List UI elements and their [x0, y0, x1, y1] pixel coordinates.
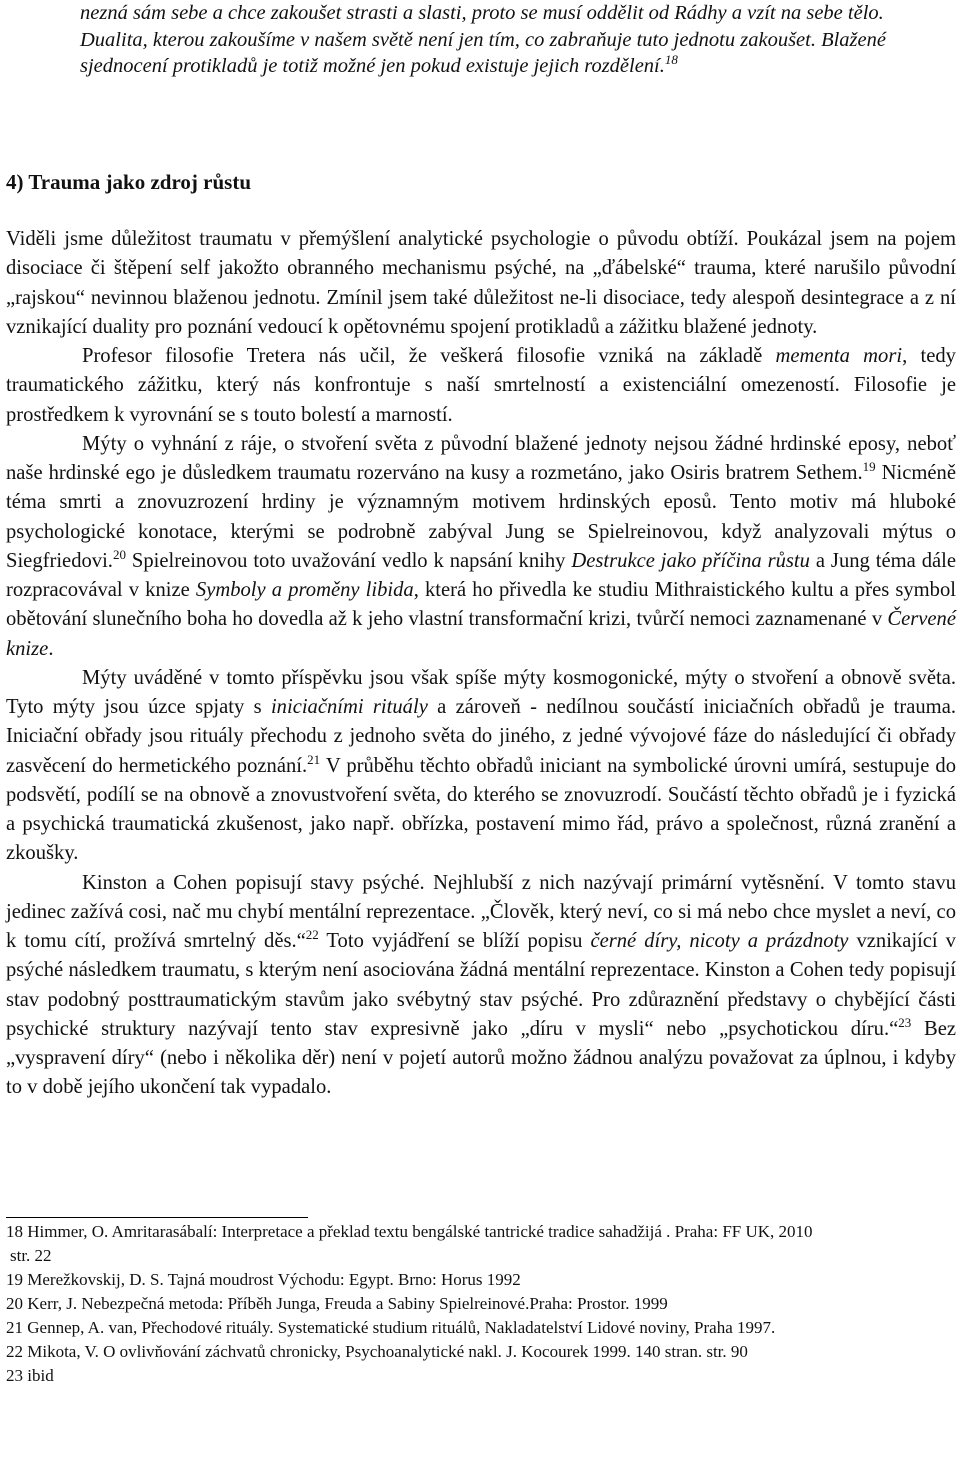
paragraph-text: Nicméně téma smrti a znovuzrození hrdiny je významným motivem hrdinských eposů. Tento motiv má hluboké psychologické konotace, kterými se podrobně zabýval Jung se Spielreinovou, když analyzovali mýtus o Siegfriedovi.: [6, 462, 956, 572]
italic-phrase: iniciačními rituály: [270, 696, 428, 718]
paragraph-text: , která ho přivedla ke studiu Mithraistického kultu a přes symbol obětování slunečního boha ho dovedla až k jeho vlastní transformační krizi, tvůrčí nemoci zaznamenané v: [6, 579, 956, 631]
section-heading: 4) Trauma jako zdroj růstu: [6, 170, 252, 194]
italic-title: Červené knize: [6, 608, 956, 660]
italic-phrase: černé díry, nicoty a prázdnoty: [590, 930, 849, 952]
paragraph-text: Viděli jsme důležitost traumatu v přemýšlení analytické psychologie o původu obtíží. Poukázal jsem na pojem disociace či štěpení self jakožto obranného mechanismu psýché, na „ďábelské“ trauma, které narušilo původní „rajskou“ nevinnou blaženou jednotu. Zmínil jsem také důležitost ne-li disociace, tedy alespoň desintegrace a z ní vznikající duality pro poznání vedoucí k opětovnému spojení protikladů a zážitku blažené jednoty.: [6, 228, 956, 338]
footnote-ref-23[interactable]: 23: [898, 1014, 912, 1030]
paragraph-text: V průběhu těchto obřadů iniciant na symbolické úrovni umírá, sestupuje do podsvětí, podílí se na obnově a znovustvoření světa, do kterého se znovuzrodí. Součástí těchto obřadů je i fyzická a psychická traumatická zkušenost, jako např. obřízka, postavení mimo řád, právo a společnost, různá zranění a zkoušky.: [6, 754, 957, 865]
paragraph-text: Kinston a Cohen popisují stavy psýché. Nejhlubší z nich nazývají primární vytěsnění. V tomto stavu jedinec zažívá cosi, nač mu chybí mentální reprezentace. „Člověk, který neví, co si má nebo chce myslet a neví, co k tomu cítí, prožívá smrtelný děs.“: [6, 871, 956, 952]
paragraph-5: [6, 869, 956, 1103]
paragraph-1: [6, 225, 956, 342]
footnote-separator: [6, 1217, 308, 1218]
paragraph-text: Profesor filosofie Tretera nás učil, že veškerá filosofie vzniká na základě: [82, 345, 776, 367]
footnote-18: 18 Himmer, O. Amritarasábalí: Interpretace a překlad textu bengálské tantrické tradice sahadžijá . Praha: FF UK, 2010: [6, 1222, 813, 1241]
footnote-20: 20 Kerr, J. Nebezpečná metoda: Příběh Junga, Freuda a Sabiny Spielreinové.Praha: Prostor. 1999: [6, 1294, 668, 1313]
paragraph-text: Mýty uváděné v tomto příspěvku jsou však spíše mýty kosmogonické, mýty o stvoření a obnově světa. Tyto mýty jsou úzce spjaty s: [6, 666, 956, 718]
paragraph-text: , tedy traumatického zážitku, který nás konfrontuje s naší smrtelností a existenciální omezeností. Filosofie je prostředkem k vyrovnání se s touto bolestí a marností.: [6, 345, 956, 426]
paragraph-2: [6, 342, 956, 430]
paragraph-text: Bez „vyspravení díry“ (nebo i několika děr) není v pojetí autorů možno žádnou analýzu považovat za úplnou, i kdyby to v době jejího ukončení tak vypadalo.: [6, 1017, 956, 1099]
italic-phrase: mementa mori: [775, 345, 903, 367]
paragraph-text: Mýty o vyhnání z ráje, o stvoření světa z původní blažené jednoty nejsou žádné hrdinské eposy, neboť naše hrdinské ego je důsledkem traumatu rozerváno na kusy a rozmetáno, jako Osiris bratrem Sethem.: [6, 432, 956, 484]
body-text: [6, 225, 956, 1103]
footnote-ref-22[interactable]: 22: [305, 927, 319, 942]
paragraph-text: Toto vyjádření se blíží popisu: [318, 930, 591, 952]
quote-text: nezná sám sebe a chce zakoušet strasti a slasti, proto se musí oddělit od Rádhy a vzít na sebe tělo. Dualita, kterou zakoušíme v našem světě není jen tím, co zabraňuje tuto jednotu zakoušet. Blažené sjednocení protikladů je totiž možné jen pokud existuje jejich rozdělení.: [80, 2, 886, 77]
footnote-ref-18[interactable]: 18: [664, 52, 678, 67]
paragraph-3: [6, 430, 956, 664]
paragraph-text: .: [48, 637, 54, 660]
footnote-ref-19[interactable]: 19: [862, 459, 876, 474]
paragraph-text: vznikající v psýché následkem traumatu, s kterým není asociována žádná mentální reprezentace. Kinston a Cohen tedy popisují stav podobný posttraumatickým stavům jako svébytný stav psýché. Pro zdůraznění představy o chybějící části psychické struktury nazývají tento stav expresivně jako „díru v mysli“ nebo „psychotickou díru.“: [6, 930, 956, 1040]
paragraph-4: [6, 664, 956, 869]
footnote-21: 21 Gennep, A. van, Přechodové rituály. Systematické studium rituálů, Nakladatelství Lidové noviny, Praha 1997.: [6, 1318, 776, 1337]
footnote-23: 23 ibid: [6, 1366, 54, 1385]
footnote-19: 19 Merežkovskij, D. S. Tajná moudrost Východu: Egypt. Brno: Horus 1992: [6, 1270, 521, 1289]
footnotes: [6, 1220, 954, 1388]
paragraph-text: Spielreinovou toto uvažování vedlo k napsání knihy: [125, 549, 572, 572]
footnote-ref-21[interactable]: 21: [307, 751, 321, 767]
italic-title: Symboly a proměny libida: [195, 579, 414, 601]
italic-quote: [80, 0, 890, 80]
footnote-22: 22 Mikota, V. O ovlivňování záchvatů chronicky, Psychoanalytické nakl. J. Kocourek 1999. 140 stran. str. 90: [6, 1342, 748, 1361]
footnote-18-continuation: str. 22: [10, 1246, 52, 1265]
footnote-ref-20[interactable]: 20: [112, 546, 126, 562]
italic-title: Destrukce jako příčina růstu: [571, 549, 810, 572]
paragraph-text: a zároveň - nedílnou součástí iniciačních obřadů je trauma. Iniciační obřady jsou rituály přechodu z jednoho světa do jiného, z jedné vývojové fáze do následující či obřady zasvěcení do hermetického poznání.: [6, 696, 956, 777]
paragraph-text: a Jung téma dále rozpracovával v knize: [6, 549, 957, 601]
